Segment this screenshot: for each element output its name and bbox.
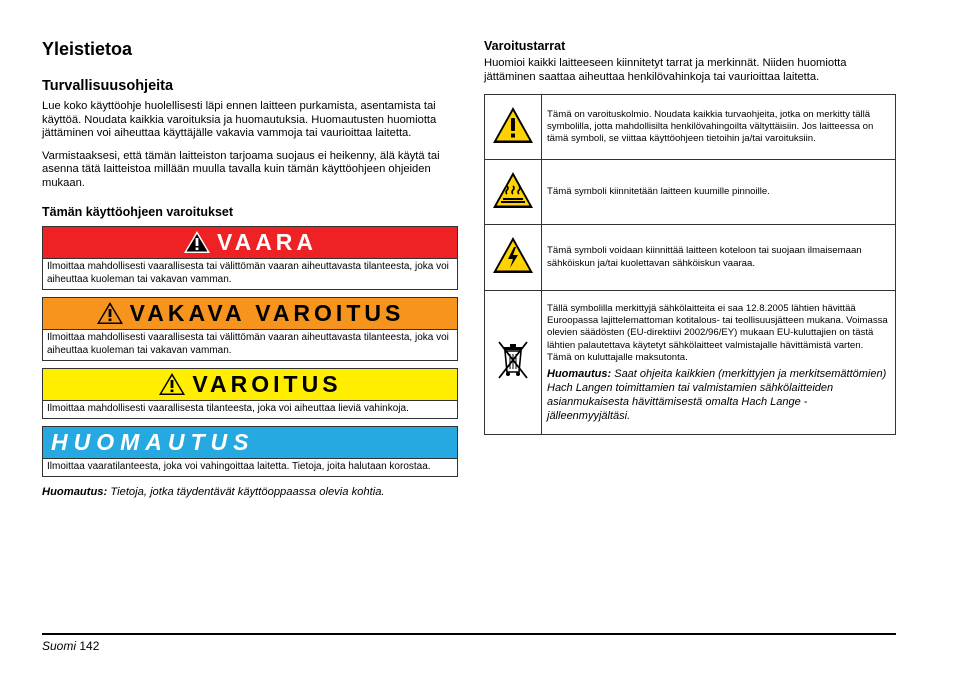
page-title: Yleistietoa [42, 39, 133, 59]
warning-triangle-icon [158, 372, 186, 396]
footer-divider [42, 633, 896, 635]
notice-text: Ilmoittaa vaaratilanteesta, joka voi vahingoittaa laitetta. Tietoja, joita halutaan korostaa. [47, 460, 431, 472]
caution-header [43, 369, 457, 401]
labels-intro: Huomioi kaikki laitteeseen kiinnitetyt tarrat ja merkinnät. Niiden huomiotta jättäminen saattaa aiheuttaa henkilövahinkoja tai vaurioittaa laitetta. [484, 57, 847, 83]
note-text: Tietoja, jotka täydentävät käyttöoppaassa olevia kohtia. [107, 485, 385, 498]
table-row [485, 225, 896, 291]
caution-box [42, 368, 458, 419]
notice-box [42, 426, 458, 477]
caution-text: Ilmoittaa mahdollisesti vaarallisesta tilanteesta, joka voi aiheuttaa lieviä vahinkoja. [47, 402, 409, 414]
electric-shock-icon [491, 235, 535, 275]
warning-label: VAKAVA VAROITUS [129, 299, 405, 326]
icon-cell [485, 225, 542, 291]
icon-cell [485, 95, 542, 160]
icon-cell [485, 160, 542, 225]
warning-text: Ilmoittaa mahdollisesti vaarallisesta tai välittömän vaaran aiheuttavasta tilanteesta, joka voi aiheuttaa kuoleman tai vakavan vamman. [47, 331, 449, 356]
danger-header [43, 227, 457, 259]
safety-paragraph-2: Varmistaaksesi, että tämän laitteiston tarjoama suojaus ei heikenny, älä käytä tai asenna tätä laitteistoa millään muulla tavalla kuin tämän käyttöohjeen ohjeiden mukaan. [42, 149, 440, 189]
label-description: Tämä symboli kiinnitetään laitteen kuumille pinnoille. [542, 160, 896, 225]
weee-note [547, 367, 890, 423]
safety-paragraph-1: Lue koko käyttöohje huolellisesti läpi ennen laitteen purkamista, asentamista tai käyttöä. Noudata kaikkia varoituksia ja huomautuksia. Huomautusten huomiotta jättäminen voi aiheuttaa käyttäjälle vakavia vammoja tai vaurioittaa laitetta. [42, 100, 437, 140]
note [42, 486, 458, 498]
warning-header [43, 298, 457, 330]
weee-note-label: Huomautus: [547, 367, 612, 380]
label-description: Tämä symboli voidaan kiinnittää laitteen koteloon tai suojaan ilmaisemaan sähköiskun ja/tai kuolettavan sähköiskun vaaraa. [542, 225, 896, 291]
footer-language: Suomi [42, 639, 77, 653]
table-row [485, 160, 896, 225]
label-description [542, 291, 896, 435]
weee-crossed-bin-icon [493, 338, 533, 382]
caution-label: VAROITUS [192, 370, 342, 397]
warnings-heading: Tämän käyttöohjeen varoitukset [42, 204, 234, 219]
warning-triangle-icon [491, 105, 535, 145]
left-column [42, 38, 458, 498]
footer [42, 639, 99, 653]
notice-label: HUOMAUTUS [51, 428, 255, 455]
danger-box [42, 226, 458, 290]
warning-triangle-icon [183, 230, 211, 254]
warning-box [42, 297, 458, 361]
notice-header [43, 427, 457, 459]
danger-text: Ilmoittaa mahdollisesti vaarallisesta tai välittömän vaaran aiheuttavasta tilanteesta, joka voi aiheuttaa kuoleman tai vakavan vamman. [47, 260, 449, 285]
hot-surface-icon [491, 170, 535, 210]
right-column [484, 38, 896, 435]
labels-heading: Varoitustarrat [484, 39, 566, 53]
icon-cell [485, 291, 542, 435]
safety-heading: Turvallisuusohjeita [42, 78, 174, 94]
warning-triangle-icon [96, 301, 124, 325]
table-row [485, 291, 896, 435]
table-row [485, 95, 896, 160]
label-description: Tämä on varoituskolmio. Noudata kaikkia turvaohjeita, jotka on merkitty tällä symbolilla, jotta mahdollisilta henkilövahingoilta vältyttäisiin. Jos laitteessa on tämä symboli, se viittaa käyttöohjeen tietoihin ja/tai varoituksiin. [542, 95, 896, 160]
page-number: 142 [79, 639, 100, 653]
labels-table [484, 94, 896, 435]
danger-label: VAARA [216, 228, 318, 255]
weee-text: Tällä symbolilla merkittyjä sähkölaitteita ei saa 12.8.2005 lähtien hävittää Euroopassa lajittelemattoman kotitalous- tai teollisuusjätteen mukana. Voimassa olevien säädösten (EU-direktiivi 2002/96/EY) mukaan EU-kuluttajien on tästä lähtien palautettava käytetyt sähkölaitteet valmistajalle hävittämistä varten. Tämä on kuluttajalle maksutonta. [547, 302, 888, 364]
note-label: Huomautus: [42, 485, 108, 498]
weee-note-text: Saat ohjeita kaikkien (merkittyjen ja merkitsemättömien) Hach Langen toimittamien tai valmistamien sähkölaitteiden asianmukaisesta hävittämisestä omalta Hach Lange -jälleenmyyjältäsi. [547, 367, 887, 422]
